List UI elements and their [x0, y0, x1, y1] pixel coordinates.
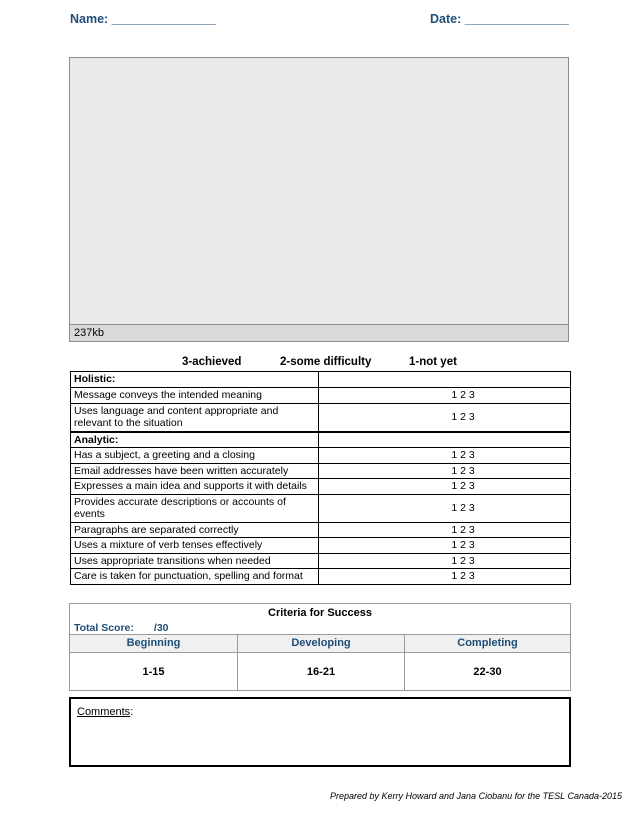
analytic-title: Analytic: [71, 432, 319, 448]
criterion-label: Message conveys the intended meaning [71, 388, 319, 404]
table-row [71, 569, 571, 585]
table-row [71, 479, 571, 495]
level-range-developing: 16-21 [237, 652, 404, 691]
footer-credit: Prepared by Kerry Howard and Jana Ciobanu for the TESL Canada-2015 [329, 791, 622, 801]
name-field-label: Name: _______________ [70, 12, 216, 26]
level-range-beginning: 1-15 [70, 652, 237, 691]
image-placeholder [70, 58, 568, 324]
comments-label [77, 706, 133, 718]
table-row [71, 553, 571, 569]
score-options[interactable]: 1 2 3 [319, 388, 571, 404]
criterion-label: Provides accurate descriptions or accounts of events [71, 494, 319, 522]
image-placeholder-frame [69, 57, 569, 342]
table-row [71, 463, 571, 479]
table-row [71, 494, 571, 522]
score-options[interactable]: 1 2 3 [319, 494, 571, 522]
criterion-label: Uses appropriate transitions when needed [71, 553, 319, 569]
criterion-label: Has a subject, a greeting and a closing [71, 448, 319, 464]
criterion-label: Uses language and content appropriate and relevant to the situation [71, 403, 319, 432]
comments-box[interactable] [69, 697, 571, 767]
total-score-label: Total Score: [74, 622, 134, 634]
criterion-label: Uses a mixture of verb tenses effectively [71, 538, 319, 554]
criterion-label: Paragraphs are separated correctly [71, 522, 319, 538]
comments-label-text: Comments [77, 706, 131, 718]
total-score-max: /30 [153, 622, 169, 634]
table-row [71, 388, 571, 404]
criterion-label: Email addresses have been written accurately [71, 463, 319, 479]
date-field-label: Date: _______________ [430, 12, 570, 26]
score-options[interactable]: 1 2 3 [319, 522, 571, 538]
scale-not-yet: 1-not yet [409, 356, 457, 368]
scale-some-difficulty: 2-some difficulty [280, 356, 372, 368]
comments-label-colon: : [130, 706, 134, 718]
level-range-completing: 22-30 [404, 652, 570, 691]
level-heading-completing: Completing [404, 635, 570, 652]
level-heading-developing: Developing [237, 635, 404, 652]
score-options[interactable]: 1 2 3 [319, 479, 571, 495]
holistic-header-row [71, 372, 571, 388]
criteria-title: Criteria for Success [268, 607, 372, 619]
criteria-for-success-box [69, 603, 571, 691]
table-row [71, 403, 571, 432]
table-row [71, 448, 571, 464]
score-options[interactable]: 1 2 3 [319, 538, 571, 554]
table-row [71, 538, 571, 554]
analytic-header-row [71, 432, 571, 448]
scoring-scale [0, 356, 638, 370]
image-size-label: 237kb [70, 324, 568, 341]
score-options[interactable]: 1 2 3 [319, 403, 571, 432]
scale-achieved: 3-achieved [182, 356, 242, 368]
rubric-table [70, 371, 571, 585]
score-options[interactable]: 1 2 3 [319, 553, 571, 569]
level-heading-beginning: Beginning [70, 635, 237, 652]
criterion-label: Expresses a main idea and supports it with details [71, 479, 319, 495]
score-options[interactable]: 1 2 3 [319, 448, 571, 464]
score-options[interactable]: 1 2 3 [319, 569, 571, 585]
holistic-title: Holistic: [71, 372, 319, 388]
total-score [74, 622, 169, 634]
criterion-label: Care is taken for punctuation, spelling and format [71, 569, 319, 585]
score-options[interactable]: 1 2 3 [319, 463, 571, 479]
table-row [71, 522, 571, 538]
